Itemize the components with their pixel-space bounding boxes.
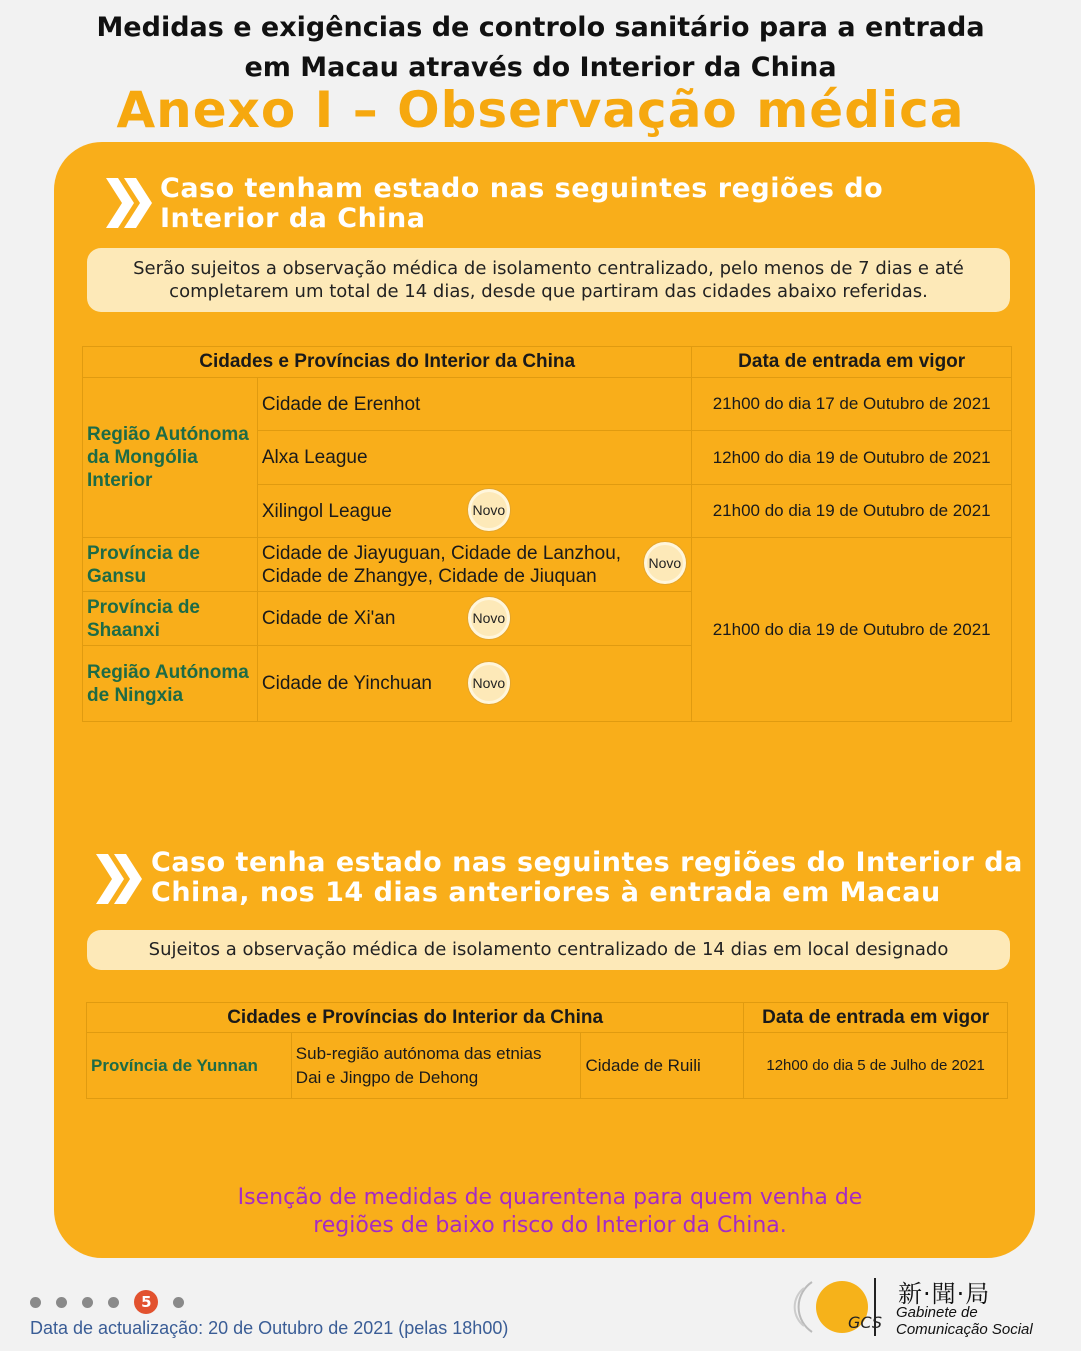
section2-heading: Caso tenha estado nas seguintes regiões do Interior da China, nos 14 dias anteriores à entrada em Macau — [151, 847, 1023, 908]
logo-chinese: 新·聞·局 — [898, 1280, 991, 1308]
date-group: 21h00 do dia 19 de Outubro de 2021 — [692, 538, 1012, 722]
column-header-date: Data de entrada em vigor — [744, 1003, 1008, 1033]
logo-portuguese: Gabinete de Comunicação Social — [896, 1304, 1033, 1338]
page-dot-current[interactable]: 5 — [134, 1290, 158, 1314]
double-chevron-icon — [104, 174, 154, 232]
city-yinchuan: Cidade de Yinchuan — [261, 673, 432, 694]
logo-mark: GCS — [848, 1313, 883, 1332]
section1-heading: Caso tenham estado nas seguintes regiões do Interior da China — [160, 173, 884, 234]
page-subtitle: Anexo I – Observação médica — [116, 81, 965, 139]
title-line-1: Medidas e exigências de controlo sanitário para a entrada — [96, 12, 985, 43]
section1-table — [82, 346, 1012, 722]
city-ruili: Cidade de Ruili — [581, 1033, 744, 1099]
city-gansu-cell — [257, 538, 691, 592]
update-date: Data de actualização: 20 de Outubro de 2021 (pelas 18h00) — [30, 1318, 509, 1338]
region-ningxia: Região Autónoma de Ningxia — [83, 646, 258, 722]
city-xilingol-cell — [257, 485, 691, 538]
page-dot[interactable] — [30, 1297, 41, 1308]
gcs-logo — [790, 1272, 1070, 1342]
city-erenhot: Cidade de Erenhot — [257, 378, 691, 431]
region-gansu: Província de Gansu — [83, 538, 258, 592]
city-xian-cell — [257, 592, 691, 646]
city-gansu-line-2: Cidade de Zhangye, Cidade de Jiuquan — [261, 565, 597, 587]
section1-notice: Serão sujeitos a observação médica de isolamento centralizado, pelo menos de 7 dias e até completarem um total de 14 dias, desde que partiram das cidades abaixo referidas. — [87, 248, 1010, 312]
content-card — [54, 142, 1035, 1258]
city-xilingol: Xilingol League — [261, 500, 392, 522]
page-dot[interactable] — [173, 1297, 184, 1308]
page-title — [0, 8, 1081, 88]
new-badge: Novo — [468, 489, 510, 531]
new-badge: Novo — [644, 542, 686, 584]
new-badge: Novo — [468, 662, 510, 704]
city-alxa: Alxa League — [257, 431, 691, 485]
date-xilingol: 21h00 do dia 19 de Outubro de 2021 — [692, 485, 1012, 538]
page-dot[interactable] — [56, 1297, 67, 1308]
gcs-emblem-icon — [790, 1272, 890, 1342]
date-erenhot: 21h00 do dia 17 de Outubro de 2021 — [692, 378, 1012, 431]
region-shaanxi: Província de Shaanxi — [83, 592, 258, 646]
table-row — [83, 378, 1012, 431]
pagination — [30, 1290, 194, 1314]
column-header-cities: Cidades e Províncias do Interior da China — [87, 1003, 744, 1033]
page-dot[interactable] — [108, 1297, 119, 1308]
table-header-row — [83, 347, 1012, 378]
section2-table — [86, 1002, 1008, 1099]
table-row — [87, 1033, 1008, 1099]
new-badge: Novo — [468, 597, 510, 639]
region-mongolia: Região Autónoma da Mongólia Interior — [83, 378, 258, 538]
section2-notice: Sujeitos a observação médica de isolamento centralizado de 14 dias em local designado — [87, 930, 1010, 970]
subregion-dehong: Sub-região autónoma das etnias Dai e Jingpo de Dehong — [291, 1033, 581, 1099]
table-row — [83, 538, 1012, 592]
double-chevron-icon — [94, 850, 144, 908]
date-alxa: 12h00 do dia 19 de Outubro de 2021 — [692, 431, 1012, 485]
table-header-row — [87, 1003, 1008, 1033]
city-gansu-line-1: Cidade de Jiayuguan, Cidade de Lanzhou, — [261, 542, 622, 564]
title-line-2: em Macau através do Interior da China — [244, 52, 837, 83]
exemption-note: Isenção de medidas de quarentena para quem venha de regiões de baixo risco do Interior da China. — [237, 1185, 863, 1238]
date-ruili: 12h00 do dia 5 de Julho de 2021 — [744, 1033, 1008, 1099]
city-xian: Cidade de Xi'an — [261, 608, 396, 629]
column-header-cities: Cidades e Províncias do Interior da China — [83, 347, 692, 378]
page-dot[interactable] — [82, 1297, 93, 1308]
column-header-date: Data de entrada em vigor — [692, 347, 1012, 378]
region-yunnan: Província de Yunnan — [87, 1033, 292, 1099]
city-yinchuan-cell — [257, 646, 691, 722]
